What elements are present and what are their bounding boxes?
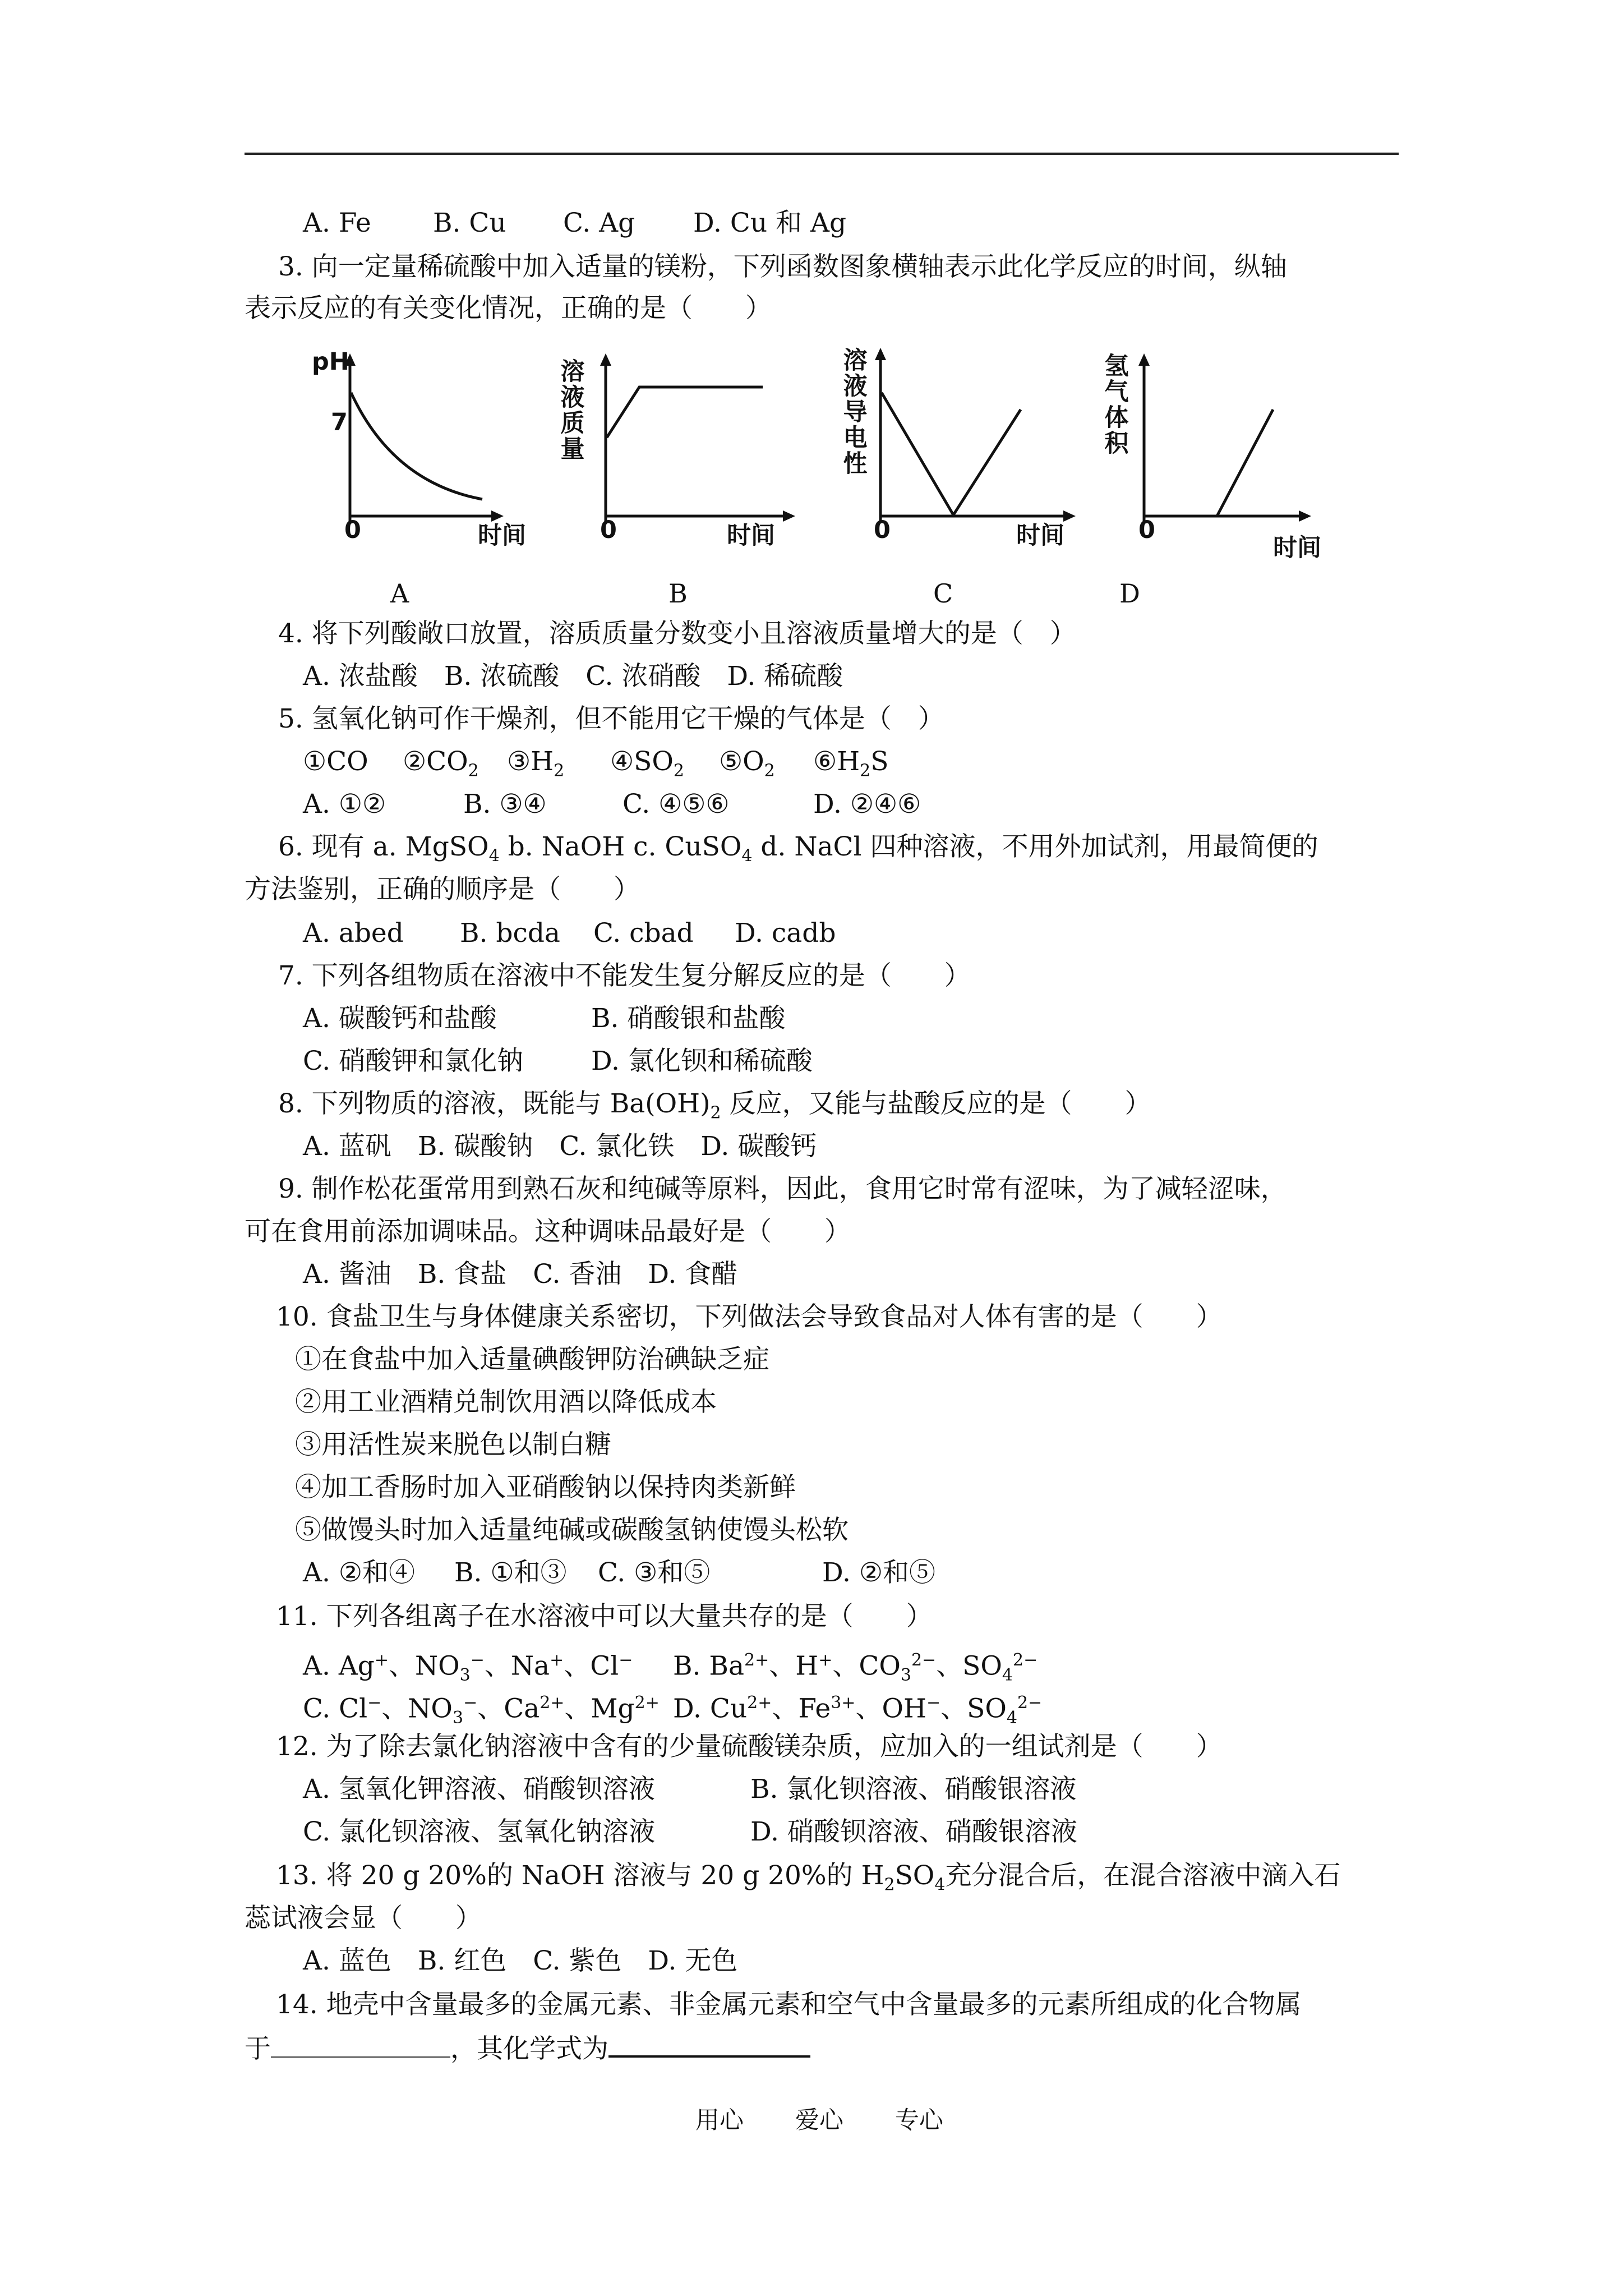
q5-option-c: C. ④⑤⑥ xyxy=(623,789,730,820)
footer-text-2: 爱心 xyxy=(795,2106,843,2134)
q5-gas-4: $④SO_2$ xyxy=(610,746,684,781)
graph-d-caption: D xyxy=(1119,578,1140,609)
graph-b-origin: 0 xyxy=(600,516,617,544)
graph-d-ylabel: 氢气体积 xyxy=(1104,352,1129,458)
q14-stem-line2: 于 ，其化学式为 xyxy=(245,2031,810,2066)
graph-c-xlabel: 时间 xyxy=(1016,522,1064,550)
graph-a-origin: 0 xyxy=(344,516,361,544)
q6-stem-line2: 方法鉴别，正确的顺序是（ ） xyxy=(245,874,640,905)
q5-gas-5: $⑤O_2$ xyxy=(719,746,775,781)
graph-a-ylabel: pH xyxy=(312,348,349,376)
q5-option-b: B. ③④ xyxy=(463,789,547,820)
graph-b xyxy=(583,353,796,533)
q10-item-5: ⑤做馒头时加入适量纯碱或碳酸氢钠使馒头松软 xyxy=(295,1515,849,1545)
graph-d-origin: 0 xyxy=(1138,516,1155,544)
q5-stem: 5. 氢氧化钠可作干燥剂，但不能用它干燥的气体是（ ） xyxy=(278,703,944,734)
q9-options: A. 酱油 B. 食盐 C. 香油 D. 食醋 xyxy=(303,1259,738,1290)
q3-stem-line2: 表示反应的有关变化情况，正确的是（ ） xyxy=(245,293,772,324)
q11-option-d: D. $Cu^{2+}$、$Fe^{3+}$、OH−、$SO_4^{2-}$ xyxy=(673,1693,1043,1728)
q7-stem: 7. 下列各组物质在溶液中不能发生复分解反应的是（ ） xyxy=(278,960,971,991)
q10-option-d: D. ②和⑤ xyxy=(822,1557,936,1588)
q11-stem: 11. 下列各组离子在水溶液中可以大量共存的是（ ） xyxy=(276,1601,933,1632)
q7-option-b: B. 硝酸银和盐酸 xyxy=(591,1003,786,1034)
q12-option-d: D. 硝酸钡溶液、硝酸银溶液 xyxy=(750,1816,1077,1847)
q10-option-c: C. ③和⑤ xyxy=(598,1557,711,1588)
graph-c-ylabel: 溶液导电性 xyxy=(843,347,868,478)
graph-c xyxy=(852,348,1077,533)
graph-a-caption: A xyxy=(390,578,409,609)
q10-item-4: ④加工香肠时加入亚硝酸钠以保持肉类新鲜 xyxy=(295,1472,796,1503)
q13-stem-line2: 蕊试液会显（ ） xyxy=(245,1903,482,1934)
q4-options: A. 浓盐酸 B. 浓硫酸 C. 浓硝酸 D. 稀硫酸 xyxy=(303,661,843,692)
q5-option-a: A. ①② xyxy=(303,789,386,820)
q9-stem-line1: 9. 制作松花蛋常用到熟石灰和纯碱等原料，因此，食用它时常有涩味，为了减轻涩味， xyxy=(278,1174,1287,1204)
q2-option-a: A. Fe xyxy=(303,208,371,238)
q10-item-1: ①在食盐中加入适量碘酸钾防治碘缺乏症 xyxy=(295,1344,769,1375)
q3-stem-line1: 3. 向一定量稀硫酸中加入适量的镁粉，下列函数图象横轴表示此化学反应的时间，纵轴 xyxy=(278,251,1287,282)
q11-option-a: A. Ag+、$NO_3^-$、Na+、Cl− xyxy=(303,1650,633,1686)
q7-option-d: D. 氯化钡和稀硫酸 xyxy=(591,1046,813,1076)
q6-option-d: D. cadb xyxy=(735,918,836,949)
footer-text-1: 用心 xyxy=(695,2106,744,2134)
q10-stem: 10. 食盐卫生与身体健康关系密切，下列做法会导致食品对人体有害的是（ ） xyxy=(276,1301,1223,1332)
q10-item-3: ③用活性炭来脱色以制白糖 xyxy=(295,1429,611,1460)
q6-option-c: C. cbad xyxy=(593,918,694,949)
graph-b-caption: B xyxy=(668,578,688,609)
q5-gas-1: ①CO xyxy=(303,746,368,777)
graph-d-xlabel: 时间 xyxy=(1273,534,1321,562)
q13-options: A. 蓝色 B. 红色 C. 紫色 D. 无色 xyxy=(303,1945,738,1976)
graph-d xyxy=(1122,353,1312,533)
q12-option-a: A. 氢氧化钾溶液、硝酸钡溶液 xyxy=(303,1774,655,1805)
graph-a-xlabel: 时间 xyxy=(478,522,526,550)
q2-option-c: C. Ag xyxy=(563,208,635,238)
q11-option-b: B. $Ba^{2+}$、H+、$CO_3^{2-}$、$SO_4^{2-}$ xyxy=(673,1650,1038,1686)
q12-option-c: C. 氯化钡溶液、氢氧化钠溶液 xyxy=(303,1816,656,1847)
q5-gas-3: $③H_2$ xyxy=(507,746,565,781)
graph-b-ylabel: 溶液质量 xyxy=(560,358,585,463)
q6-option-a: A. abed xyxy=(303,918,404,949)
graph-b-xlabel: 时间 xyxy=(727,522,775,550)
q9-stem-line2: 可在食用前添加调味品。这种调味品最好是（ ） xyxy=(245,1216,851,1247)
graph-a xyxy=(325,353,505,533)
graph-c-origin: 0 xyxy=(874,516,891,544)
q5-gas-6: $⑥H_2S$ xyxy=(813,746,889,781)
graph-c-caption: C xyxy=(933,578,953,609)
q14-stem-line1: 14. 地壳中含量最多的金属元素、非金属元素和空气中含量最多的元素所组成的化合物属 xyxy=(276,1989,1302,2020)
graph-a-ytick: 7 xyxy=(331,408,348,436)
q2-option-d: D. Cu 和 Ag xyxy=(693,208,847,238)
q10-option-b: B. ①和③ xyxy=(454,1557,567,1588)
q10-item-2: ②用工业酒精兑制饮用酒以降低成本 xyxy=(295,1387,717,1418)
q5-gas-2: $②CO_2$ xyxy=(403,746,479,781)
q5-option-d: D. ②④⑥ xyxy=(813,789,921,820)
q2-option-b: B. Cu xyxy=(433,208,506,238)
header-rule xyxy=(245,153,1399,155)
q8-options: A. 蓝矾 B. 碳酸钠 C. 氯化铁 D. 碳酸钙 xyxy=(303,1131,817,1162)
q12-option-b: B. 氯化钡溶液、硝酸银溶液 xyxy=(750,1774,1077,1805)
q14-blank-1[interactable] xyxy=(271,2032,450,2058)
q8-stem: 8. 下列物质的溶液，既能与 $Ba(OH)_2$ 反应，又能与盐酸反应的是（ ） xyxy=(278,1088,1151,1123)
q13-stem-line1: 13. 将 20 g 20%的 NaOH 溶液与 20 g 20%的 $H_2SO_4$充分混合后，在混合溶液中滴入石 xyxy=(276,1860,1341,1895)
q10-option-a: A. ②和④ xyxy=(303,1557,415,1588)
q4-stem: 4. 将下列酸敞口放置，溶质质量分数变小且溶液质量增大的是（ ） xyxy=(278,618,1076,649)
q7-option-c: C. 硝酸钾和氯化钠 xyxy=(303,1046,524,1076)
q11-option-c: C. Cl−、$NO_3^-$、$Ca^{2+}$、$Mg^{2+}$ xyxy=(303,1693,660,1728)
q14-blank-2[interactable] xyxy=(608,2031,810,2058)
q6-stem-line1: 6. 现有 a. MgSO$_4$ b. NaOH c. CuSO$_4$ d. NaCl 四种溶液，不用外加试剂，用最简便的 xyxy=(278,831,1318,866)
q6-option-b: B. bcda xyxy=(460,918,560,949)
q7-option-a: A. 碳酸钙和盐酸 xyxy=(303,1003,497,1034)
q12-stem: 12. 为了除去氯化钠溶液中含有的少量硫酸镁杂质，应加入的一组试剂是（ ） xyxy=(276,1731,1223,1762)
footer-text-3: 专心 xyxy=(895,2106,943,2134)
